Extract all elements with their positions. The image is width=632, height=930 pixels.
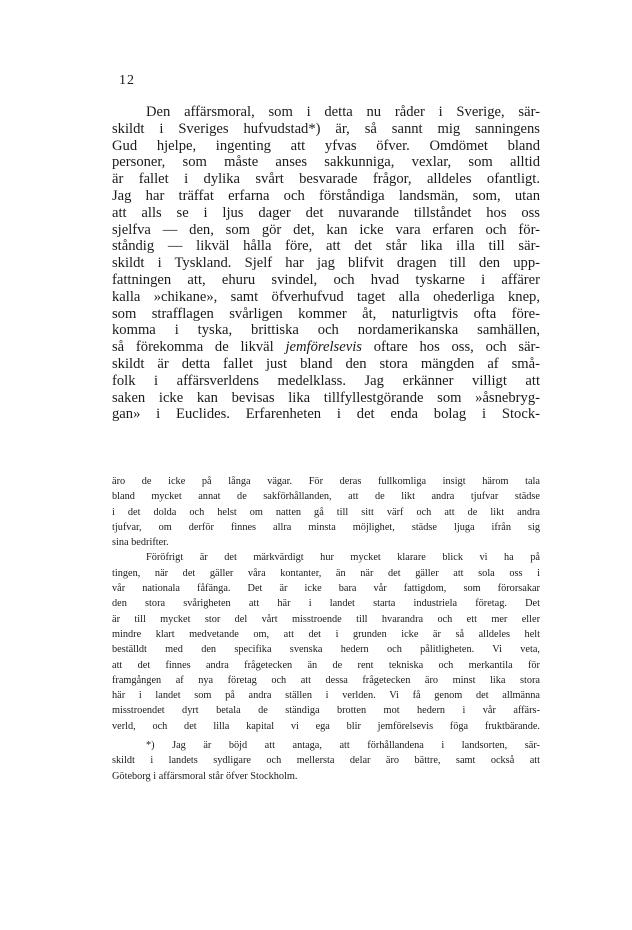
text-line: att alls se i ljus dager det nuvarande tillståndet hos oss <box>112 204 540 221</box>
text-line: är fallet i dylika svårt besvarade frågor, alldeles ofantligt. <box>112 171 540 188</box>
footnote-line: skildt i landets sydligare och mellersta delar äro bättre, samt också att <box>112 755 540 767</box>
footnote-line: är till mycket stor del vårt misstroende till hvarandra och ett mer eller <box>112 613 540 625</box>
text-line: skildt i Sveriges hufvudstad*) är, så sannt mig sanningens <box>112 120 540 137</box>
footnote-line: verld, och det lilla kapital vi ega blir jemförelsevis föga fruktbärande. <box>112 720 540 732</box>
footnote-line: i det dolda och helst om natten gå till sitt värf och att de likt andra <box>112 506 540 518</box>
text-line: fattningen att, ehuru svindel, och hvad tyskarne i affärer <box>112 271 540 288</box>
footnote-line: sina bedrifter. <box>112 537 169 549</box>
footnote-line: beställdt med den specifika svenska hedern och pålitligheten. Vi veta, <box>112 644 540 656</box>
text-line: saken icke kan bevisas lika tillfyllestgörande som »åsnebryg- <box>112 389 540 406</box>
text-fragment: så förekomma de likväl <box>112 339 274 356</box>
text-line: Gud hjelpe, ingenting att yfvas öfver. Omdömet bland <box>112 137 540 154</box>
text-fragment: oftare hos oss, och sär- <box>373 339 540 356</box>
footnote-line: Föröfrigt är det märkvärdigt hur mycket klarare blick vi ha på <box>146 552 540 564</box>
text-line: sjelfva — den, som gör det, kan icke vara erfaren och för- <box>112 221 540 238</box>
text-line: Jag har träffat erfarna och förståndiga landsmän, som, utan <box>112 187 540 204</box>
text-line: personer, som måste anses sakkunniga, vexlar, som alltid <box>112 154 540 171</box>
footnote-line: mindre klart medvetande om, att det i grunden icke är så alldeles helt <box>112 628 540 640</box>
footnote-line: misstroendet dyrt betala de ständiga brotten mot hedern i vår affärs- <box>112 705 540 717</box>
footnote-line: tjufvar, om derför finnes allra minsta möjlighet, städse ljuga ifrån sig <box>112 521 540 533</box>
text-line: Den affärsmoral, som i detta nu råder i Sverige, sär- <box>146 104 540 120</box>
footnote-line: framgången af nya företag och att dessa frågetecken äro minst lika stora <box>112 674 540 686</box>
footnote-line: här i landet som på andra ställen i verlden. Vi få genom det allmänna <box>112 690 540 702</box>
footnote-line: Göteborg i affärsmoral står öfver Stockholm. <box>112 770 298 782</box>
footnote-line: att det finnes andra frågetecken än de rent tekniska och merkantila för <box>112 659 540 671</box>
text-line: skildt är detta fallet just bland den stora mängden af små- <box>112 355 540 372</box>
text-line: folk i affärsverldens medelklass. Jag erkänner villigt att <box>112 372 540 389</box>
footnote-line: tingen, när det gäller våra kontanter, än när det gäller att sola oss i <box>112 567 540 579</box>
text-line: komma i tyska, brittiska och nordamerikanska samhällen, <box>112 322 540 339</box>
text-line: som strafflagen svårligen kommer åt, naturligtvis ofta före- <box>112 305 540 322</box>
footnote-line: *) Jag är böjd att antaga, att förhållandena i landsorten, sär- <box>146 740 540 752</box>
footnote-line: äro de icke på långa vägar. För deras fullkomliga insigt härom tala <box>112 476 540 487</box>
text-line: kalla »chikane», samt öfverhufvud taget alla ohederliga knep, <box>112 288 540 305</box>
italic-word: jemförelsevis <box>285 339 362 356</box>
footnote-line: vår nationala fåfänga. Det är icke bara vår fattigdom, som förorsakar <box>112 583 540 595</box>
page-number: 12 <box>119 73 135 88</box>
footnote-line: bland mycket annat de sakförhållanden, att de likt andra tjufvar städse <box>112 491 540 503</box>
text-line: ståndig — likväl hålla före, att det står lika illa till sär- <box>112 238 540 255</box>
text-line: gan» i Euclides. Erfarenheten i det enda bolag i Stock- <box>112 406 540 423</box>
footnotes <box>112 474 540 784</box>
main-text <box>112 104 540 423</box>
text-line: skildt i Tyskland. Sjelf har jag blifvit dragen till den upp- <box>112 255 540 272</box>
footnote-line: den stora svårigheten att här i landet starta industriela företag. Det <box>112 598 540 610</box>
text-line-with-italic <box>112 339 540 356</box>
